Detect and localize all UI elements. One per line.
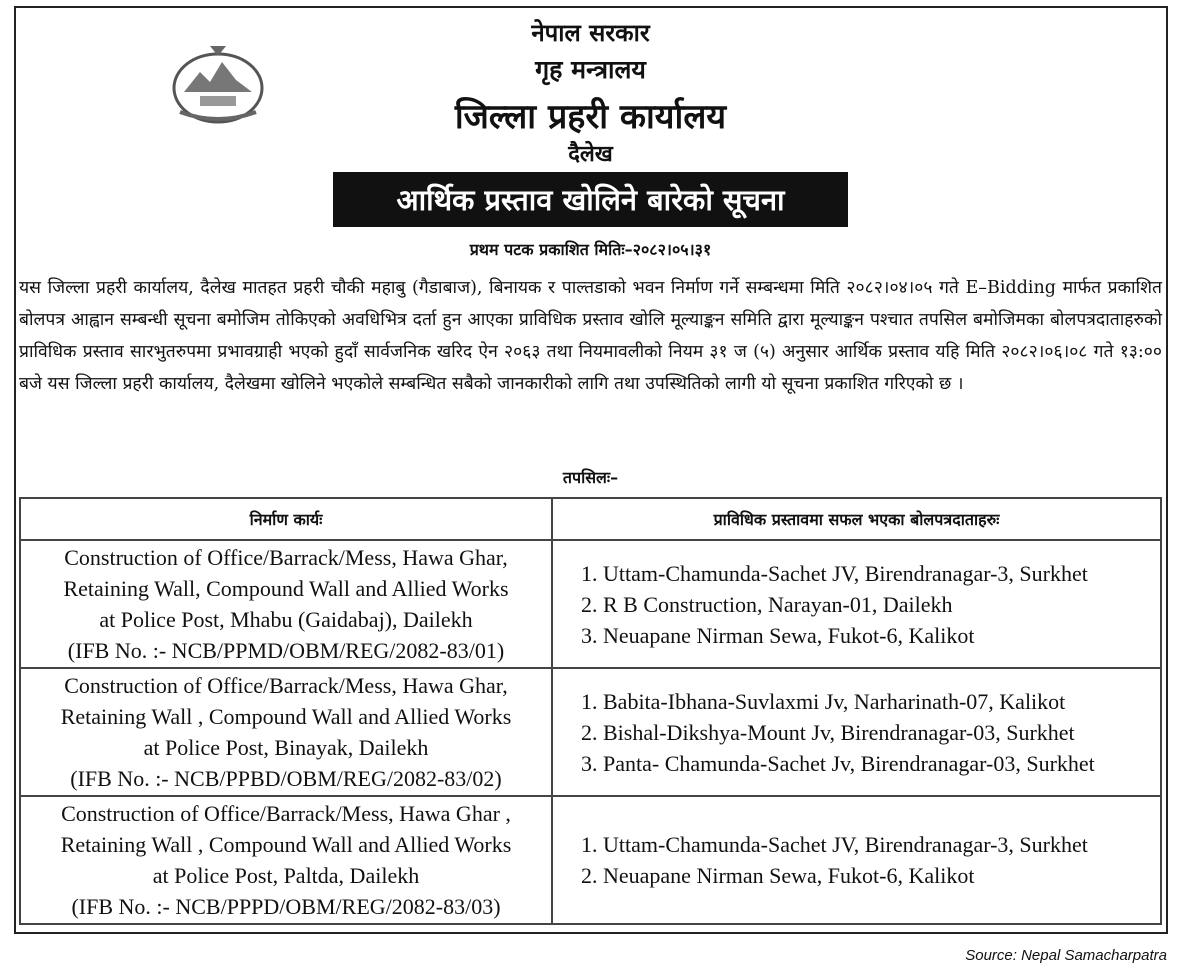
- notice-title: आर्थिक प्रस्ताव खोलिने बारेको सूचना: [333, 172, 848, 227]
- work-line: Construction of Office/Barrack/Mess, Hawa Ghar,: [64, 545, 508, 570]
- work-line: Construction of Office/Barrack/Mess, Hawa Ghar,: [64, 673, 508, 698]
- bidders-table: [19, 497, 1162, 925]
- work-cell: [20, 540, 552, 668]
- bidders-cell: [552, 540, 1161, 668]
- bidder-item: 1. Babita-Ibhana-Suvlaxmi Jv, Narharinath-07, Kalikot: [603, 686, 1159, 717]
- work-line: Retaining Wall , Compound Wall and Allied Works: [60, 704, 512, 729]
- table-row: [20, 796, 1161, 924]
- work-line: at Police Post, Paltda, Dailekh: [152, 863, 420, 888]
- bidder-item: 1. Uttam-Chamunda-Sachet JV, Birendranagar-3, Surkhet: [603, 558, 1159, 589]
- details-label: तपसिलः–: [562, 468, 619, 487]
- notice-body: यस जिल्ला प्रहरी कार्यालय, दैलेख मातहत प्रहरी चौकी महाबु (गैडाबाज), बिनायक र पाल्तडाको भवन निर्माण गर्ने सम्बन्धमा मिति २०८२।०४।०५ गते E–Bidding मार्फत प्रकाशित बोलपत्र आह्वान सम्बन्धी सूचना बमोजिम तोकिएको अवधिभित्र दर्ता हुन आएका प्राविधिक प्रस्ताव खोलि मूल्याङ्कन समिति द्वारा मूल्याङ्कन पश्चात तपसिल बमोजिमका बोलपत्रदाताहरुको प्राविधिक प्रस्ताव सारभुतरुपमा प्रभावग्राही भएको हुदाँ सार्वजनिक खरिद ऐन २०६३ तथा नियमावलीको नियम ३१ ज (५) अनुसार आर्थिक प्रस्ताव यहि मिति २०८२।०६।०८ गते १३:०० बजे यस जिल्ला प्रहरी कार्यालय, दैलेखमा खोलिने भएकोले सम्बन्धित सबैको जानकारीको लागि तथा उपस्थितिको लागी यो सूचना प्रकाशित गरिएको छ ।: [19, 278, 1162, 394]
- office-name: जिल्ला प्रहरी कार्यालय: [454, 97, 727, 137]
- bidder-item: 3. Neuapane Nirman Sewa, Fukot-6, Kalikot: [603, 620, 1159, 651]
- bidder-item: 1. Uttam-Chamunda-Sachet JV, Birendranagar-3, Surkhet: [603, 829, 1159, 860]
- bidder-item: 2. R B Construction, Narayan-01, Dailekh: [603, 589, 1159, 620]
- work-line: Retaining Wall, Compound Wall and Allied Works: [63, 576, 509, 601]
- ifb-number: (IFB No. :- NCB/PPMD/OBM/REG/2082-83/01): [67, 638, 505, 663]
- table-row: [20, 540, 1161, 668]
- ifb-number: (IFB No. :- NCB/PPBD/OBM/REG/2082-83/02): [70, 766, 502, 791]
- source-credit: Source: Nepal Samacharpatra: [965, 947, 1167, 964]
- work-line: at Police Post, Mhabu (Gaidabaj), Dailekh: [99, 607, 473, 632]
- district-name: दैलेख: [568, 142, 613, 167]
- header-bidders: प्राविधिक प्रस्तावमा सफल भएका बोलपत्रदाताहरुः: [552, 498, 1161, 540]
- ifb-number: (IFB No. :- NCB/PPPD/OBM/REG/2082-83/03): [71, 894, 501, 919]
- work-cell: [20, 668, 552, 796]
- bidder-item: 3. Panta- Chamunda-Sachet Jv, Birendranagar-03, Surkhet: [603, 748, 1159, 779]
- bidders-cell: [552, 668, 1161, 796]
- ministry-name: गृह मन्त्रालय: [535, 55, 646, 84]
- bidders-cell: [552, 796, 1161, 924]
- government-name: नेपाल सरकार: [531, 19, 650, 47]
- table-header-row: [20, 498, 1161, 540]
- published-date: प्रथम पटक प्रकाशित मितिः–२०८२।०५।३१: [469, 240, 712, 259]
- work-line: Retaining Wall , Compound Wall and Allied Works: [60, 832, 512, 857]
- table-row: [20, 668, 1161, 796]
- bidder-item: 2. Bishal-Dikshya-Mount Jv, Birendranagar-03, Surkhet: [603, 717, 1159, 748]
- bidder-item: 2. Neuapane Nirman Sewa, Fukot-6, Kalikot: [603, 860, 1159, 891]
- work-line: at Police Post, Binayak, Dailekh: [143, 735, 429, 760]
- work-line: Construction of Office/Barrack/Mess, Hawa Ghar ,: [61, 801, 511, 826]
- work-cell: [20, 796, 552, 924]
- header-work: निर्माण कार्यः: [20, 498, 552, 540]
